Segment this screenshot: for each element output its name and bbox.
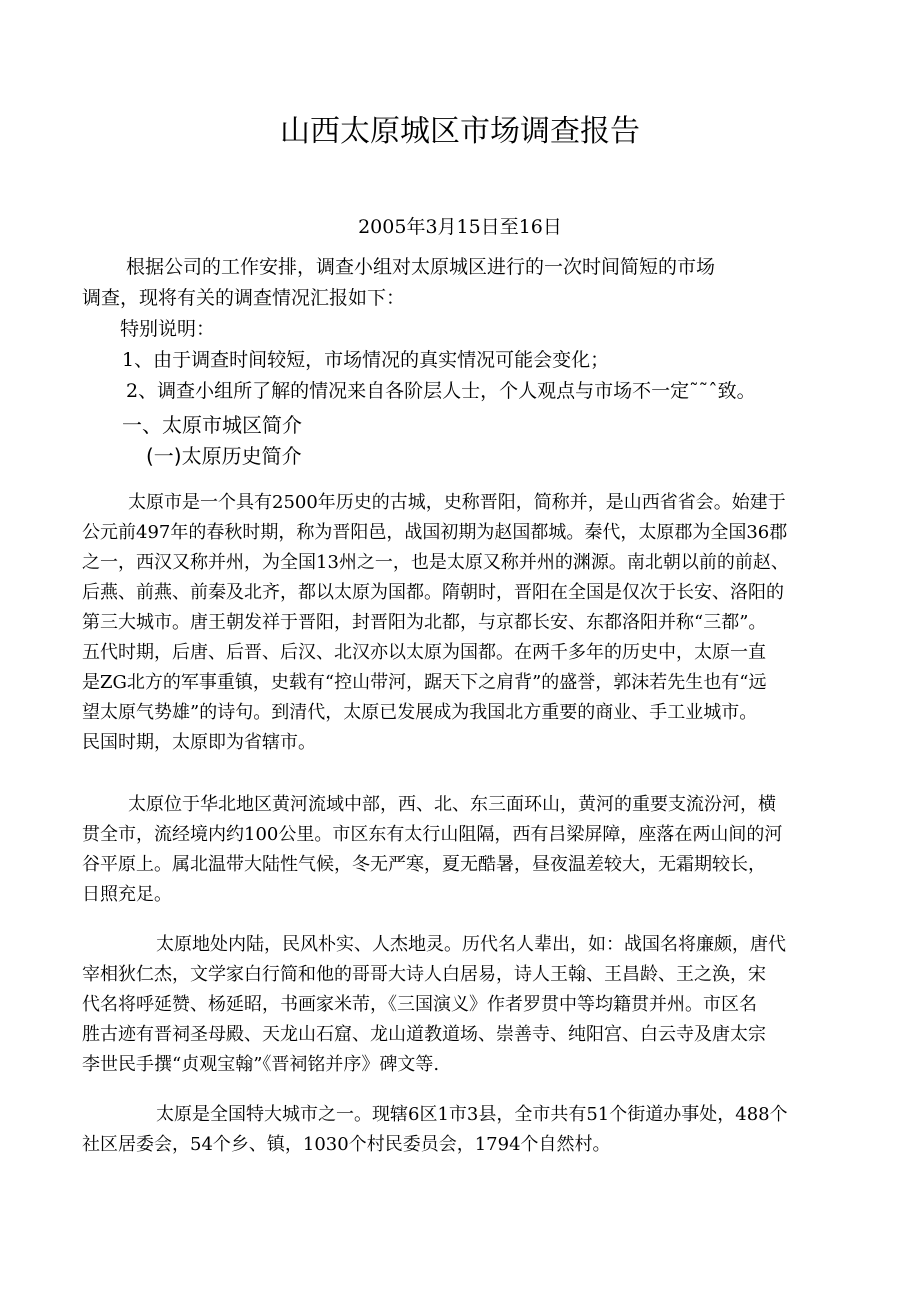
- paragraph-line: 公元前497年的春秋时期，称为晋阳邑，战国初期为赵国都城。秦代，太原郡为全国36郡: [82, 522, 788, 543]
- paragraph-line: 代名将呼延赞、杨延昭，书画家米芾，《三国演义》作者罗贯中等均籍贯并州。市区名: [82, 994, 757, 1015]
- special-note-label: 特别说明：: [120, 318, 216, 340]
- paragraph-line: 之一，西汉又称并州，为全国13州之一，也是太原又称并州的渊源。南北朝以前的前赵、: [82, 552, 789, 573]
- paragraph-line: 贯全市，流经境内约100公里。市区东有太行山阻隔，西有吕梁屏障，座落在两山间的河: [82, 824, 783, 845]
- paragraph-line: 李世民手撰“贞观宝翰”《晋祠铭并序》碑文等.: [82, 1054, 440, 1075]
- paragraph-line: 是ZG北方的军事重镇，史载有“控山带河，踞天下之肩背”的盛誉，郭沫若先生也有“远: [82, 672, 767, 693]
- paragraph-line: 谷平原上。属北温带大陆性气候，冬无严寒，夏无酷暑，昼夜温差较大，无霜期较长，: [82, 854, 766, 875]
- paragraph-line: 太原市是一个具有2500年历史的古城，史称晋阳，简称并，是山西省省会。始建于: [128, 492, 786, 513]
- paragraph-line: 太原地处内陆，民风朴实、人杰地灵。历代名人辈出，如：战国名将廉颇，唐代: [156, 934, 786, 955]
- document-title: 山西太原城区市场调查报告: [280, 114, 640, 149]
- people-paragraph: [82, 930, 852, 1080]
- subsection-1-heading: (一)太原历史简介: [146, 444, 302, 468]
- paragraph-line: 社区居委会，54个乡、镇，1030个村民委员会，1794个自然村。: [82, 1134, 611, 1155]
- paragraph-line: 后燕、前燕、前秦及北齐，都以太原为国都。隋朝时，晋阳在全国是仅次于长安、洛阳的: [82, 582, 784, 603]
- paragraph-line: 胜古迹有晋祠圣母殿、天龙山石窟、龙山道教道场、崇善寺、纯阳宫、白云寺及唐太宗: [82, 1024, 766, 1045]
- paragraph-line: 宰相狄仁杰，文学家白行简和他的哥哥大诗人白居易，诗人王翰、王昌龄、王之涣，宋: [82, 964, 766, 985]
- report-date: 2005年3月15日至16日: [358, 216, 562, 238]
- special-note-1: 1、由于调查时间较短，市场情况的真实情况可能会变化；: [122, 349, 610, 371]
- paragraph-line: 太原是全国特大城市之一。现辖6区1市3县，全市共有51个街道办事处，488个: [156, 1104, 788, 1125]
- paragraph-line: 望太原气势雄”的诗句。到清代，太原已发展成为我国北方重要的商业、手工业城市。: [82, 702, 758, 723]
- special-note-2: 2、调查小组所了解的情况来自各阶层人士，个人观点与市场不一定˜˜ˆ致。: [126, 380, 756, 402]
- intro-block: [82, 252, 852, 407]
- intro-line-1: 根据公司的工作安排，调查小组对太原城区进行的一次时间简短的市场: [126, 256, 716, 278]
- paragraph-line: 民国时期，太原即为省辖市。: [82, 732, 316, 753]
- paragraph-line: 五代时期，后唐、后晋、后汉、北汉亦以太原为国都。在两千多年的历史中，太原一直: [82, 642, 766, 663]
- section-1-heading: 一、太原市城区简介: [122, 413, 302, 437]
- paragraph-line: 太原位于华北地区黄河流域中部，西、北、东三面环山，黄河的重要支流汾河，横: [128, 794, 776, 815]
- paragraph-line: 第三大城市。唐王朝发祥于晋阳，封晋阳为北都，与京都长安、东都洛阳并称“三都”。: [82, 612, 767, 633]
- paragraph-line: 日照充足。: [82, 884, 172, 905]
- intro-line-2: 调查，现将有关的调查情况汇报如下：: [82, 287, 406, 309]
- history-paragraph: [82, 488, 852, 758]
- geography-paragraph: [82, 790, 852, 910]
- administration-paragraph: [82, 1100, 852, 1160]
